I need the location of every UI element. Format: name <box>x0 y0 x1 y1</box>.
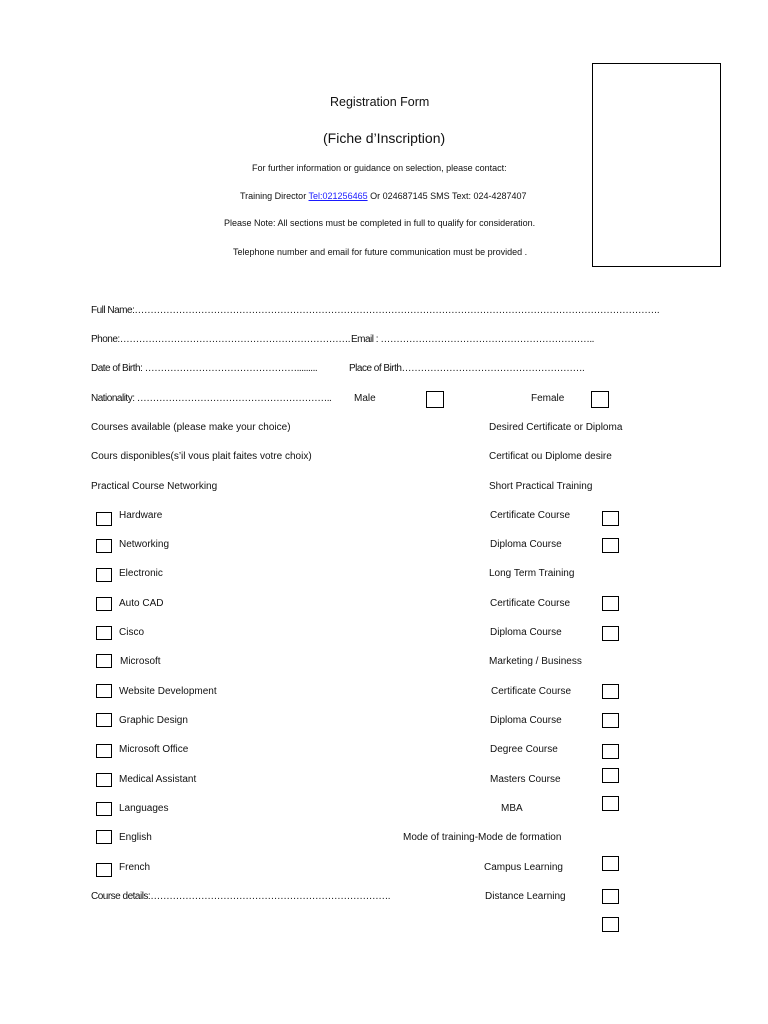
long-diploma-checkbox[interactable] <box>602 626 619 641</box>
short-certificate-checkbox[interactable] <box>602 511 619 526</box>
note-text: Please Note: All sections must be completed in full to qualify for consideration. <box>224 218 536 228</box>
degree-course-label: Degree Course <box>490 744 558 755</box>
course-label-french: French <box>119 862 151 873</box>
mba-checkbox[interactable] <box>602 796 619 811</box>
female-checkbox[interactable] <box>591 391 609 408</box>
course-checkbox-graphic-design[interactable] <box>96 713 112 727</box>
course-label-english: English <box>119 832 152 843</box>
contact-line <box>240 191 527 201</box>
marketing-heading: Marketing / Business <box>489 656 582 667</box>
masters-course-checkbox[interactable] <box>602 768 619 783</box>
email-field[interactable]: Email : ………………………………………………………….. <box>351 334 594 345</box>
mba-label: MBA <box>501 803 523 814</box>
cours-disponibles-heading: Cours disponibles(s’il vous plait faites votre choix) <box>91 451 312 462</box>
short-diploma-checkbox[interactable] <box>602 538 619 553</box>
marketing-diploma-checkbox[interactable] <box>602 713 619 728</box>
marketing-certificate-label: Certificate Course <box>491 686 572 697</box>
female-label: Female <box>531 393 565 404</box>
course-checkbox-cisco[interactable] <box>96 626 112 640</box>
practical-course-heading: Practical Course Networking <box>91 481 218 492</box>
course-label-website-development: Website Development <box>119 686 217 697</box>
course-label-electronic: Electronic <box>119 568 163 579</box>
long-certificate-checkbox[interactable] <box>602 596 619 611</box>
course-label-autocad: Auto CAD <box>119 598 164 609</box>
long-term-heading: Long Term Training <box>489 568 575 579</box>
course-label-languages: Languages <box>119 803 169 814</box>
distance-learning-checkbox[interactable] <box>602 889 619 904</box>
tel-link[interactable]: Tel:021256465 <box>308 191 368 201</box>
desired-certificate-heading: Desired Certificate or Diploma <box>489 422 623 433</box>
short-practical-heading: Short Practical Training <box>489 481 593 492</box>
phone-field[interactable]: Phone:………………………………………………………………. <box>91 334 350 345</box>
course-checkbox-hardware[interactable] <box>96 512 112 526</box>
certificat-desire-heading: Certificat ou Diplome desire <box>489 451 612 462</box>
degree-course-checkbox[interactable] <box>602 744 619 759</box>
distance-learning-label: Distance Learning <box>485 891 566 902</box>
course-label-graphic-design: Graphic Design <box>119 715 188 726</box>
courses-available-heading: Courses available (please make your choice) <box>91 422 291 433</box>
pob-field[interactable]: Place of Birth…………………………………………………. <box>349 363 585 374</box>
contact-suffix: Or 024687145 SMS Text: 024-4287407 <box>367 191 527 201</box>
course-label-cisco: Cisco <box>119 627 145 638</box>
course-checkbox-electronic[interactable] <box>96 568 112 582</box>
contact-intro: For further information or guidance on selection, please contact: <box>252 163 507 173</box>
course-label-networking: Networking <box>119 539 170 550</box>
course-checkbox-website-development[interactable] <box>96 684 112 698</box>
course-label-microsoft: Microsoft <box>120 656 161 667</box>
form-title: Registration Form <box>330 95 430 109</box>
long-certificate-label: Certificate Course <box>490 598 571 609</box>
nationality-field[interactable]: Nationality: …………………………………………………….. <box>91 393 332 404</box>
full-name-field[interactable]: Full Name:…………………………………………………………………………………………………………………………………………………. <box>91 305 660 316</box>
photo-box <box>592 63 721 267</box>
male-label: Male <box>354 393 376 404</box>
course-checkbox-medical-assistant[interactable] <box>96 773 112 787</box>
long-diploma-label: Diploma Course <box>490 627 562 638</box>
form-subtitle: (Fiche d’Inscription) <box>323 130 446 146</box>
mode-of-training-heading: Mode of training-Mode de formation <box>403 832 562 843</box>
short-diploma-label: Diploma Course <box>490 539 562 550</box>
course-label-microsoft-office: Microsoft Office <box>119 744 189 755</box>
telephone-note: Telephone number and email for future communication must be provided . <box>233 247 528 257</box>
male-checkbox[interactable] <box>426 391 444 408</box>
course-checkbox-networking[interactable] <box>96 539 112 553</box>
masters-course-label: Masters Course <box>490 774 561 785</box>
course-checkbox-english[interactable] <box>96 830 112 844</box>
course-label-medical-assistant: Medical Assistant <box>119 774 197 785</box>
course-details-field[interactable]: Course details:…………………………………………………………………. <box>91 891 390 902</box>
course-checkbox-languages[interactable] <box>96 802 112 816</box>
extra-checkbox[interactable] <box>602 917 619 932</box>
course-label-hardware: Hardware <box>119 510 163 521</box>
marketing-diploma-label: Diploma Course <box>490 715 562 726</box>
marketing-certificate-checkbox[interactable] <box>602 684 619 699</box>
course-checkbox-autocad[interactable] <box>96 597 112 611</box>
course-checkbox-french[interactable] <box>96 863 112 877</box>
campus-learning-label: Campus Learning <box>484 862 563 873</box>
course-checkbox-microsoft[interactable] <box>96 654 112 668</box>
campus-learning-checkbox[interactable] <box>602 856 619 871</box>
course-checkbox-microsoft-office[interactable] <box>96 744 112 758</box>
short-certificate-label: Certificate Course <box>490 510 571 521</box>
contact-prefix: Training Director <box>240 191 307 201</box>
dob-field[interactable]: Date of Birth: …………………………………………......... <box>91 363 318 374</box>
